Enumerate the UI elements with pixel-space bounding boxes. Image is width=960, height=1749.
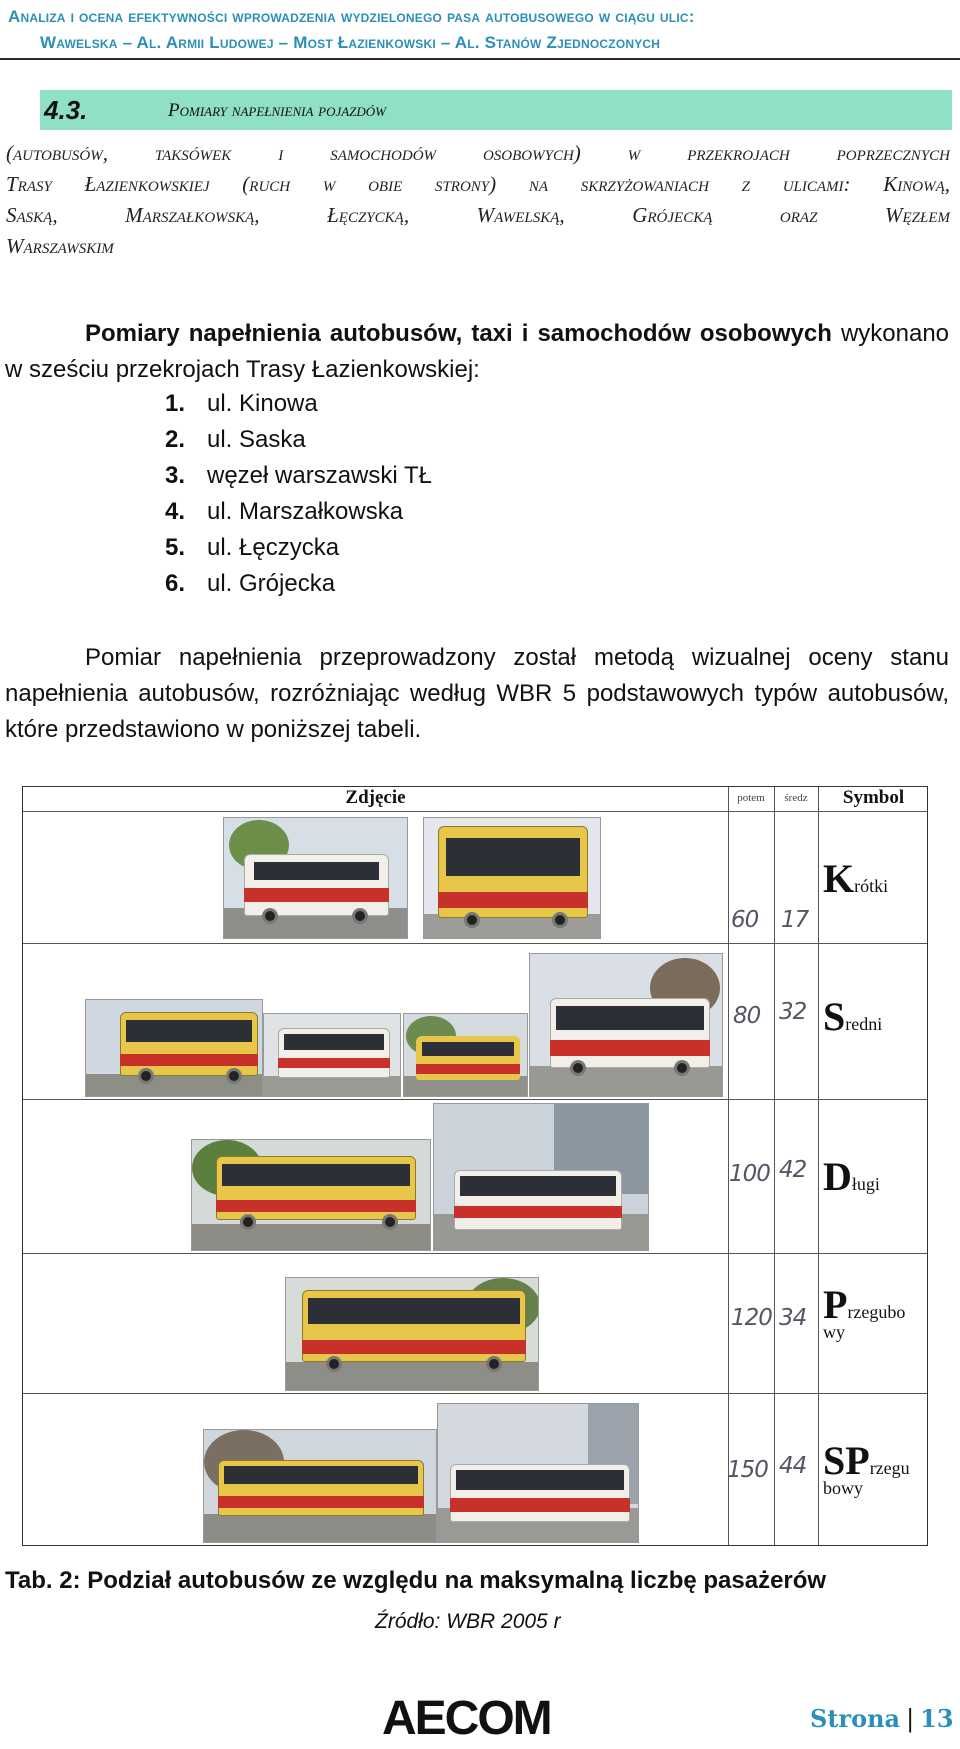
logo-text: AECOM [382,1692,551,1740]
subtitle-line: Saską, Marszałkowską, Łęczycką, Wawelską, Grójecką oraz Węzłem [6,203,950,227]
bus-photo [223,817,408,939]
value-b: 44 [779,1453,807,1479]
section-title: Pomiary napełnienia pojazdów [168,100,387,121]
list-item: 4. ul. Marszałkowska [165,498,404,525]
section-number: 4.3. [44,95,88,125]
value-a: 80 [733,1003,761,1029]
page-label: Strona [810,1704,901,1733]
header-line-1: Analiza i ocena efektywności wprowadzenia wydzielonego pasa autobusowego w ciągu ulic: [8,7,695,26]
value-b: 42 [779,1157,807,1183]
page-number: Strona | 13 [810,1704,954,1733]
header-col-a: potem [737,792,765,804]
table-source: Źródło: WBR 2005 r [375,1610,561,1633]
table-row [23,811,929,943]
intro-rest: wykonano w sześciu przekrojach Trasy Łazienkowskiej: [5,320,950,383]
list-item: 2. ul. Saska [165,426,306,453]
value-b: 32 [779,999,807,1025]
intro-paragraph [5,316,949,388]
header-col-b: średz [784,792,808,804]
subtitle-line: Trasy Łazienkowskiej (ruch w obie strony) na skrzyżowaniach z ulicami: Kinową, [6,172,950,196]
intro-bold: Pomiary napełnienia autobusów, taxi i samochodów osobowych [85,320,832,347]
bus-photo [191,1139,431,1251]
bus-symbol: Przegubo wy [823,1282,906,1342]
running-header [8,4,952,56]
bus-symbol: Krótki [823,856,889,901]
table-row [23,1253,929,1393]
bus-photo [437,1403,639,1543]
value-b: 34 [779,1305,807,1331]
value-a: 100 [729,1161,770,1187]
bus-symbol: Długi [823,1154,880,1199]
aecom-logo [382,1692,570,1740]
bus-types-table [22,786,928,1546]
header-divider [0,58,960,60]
bus-photo [285,1277,539,1391]
value-a: 60 [731,907,759,933]
table-caption: Tab. 2: Podział autobusów ze względu na maksymalną liczbę pasażerów [5,1567,827,1594]
section-subtitle [6,138,950,262]
table-row [23,1393,929,1547]
value-a: 150 [727,1457,768,1483]
bus-photo [403,1013,528,1097]
list-item: 3. węzeł warszawski TŁ [165,462,432,489]
subtitle-line: (autobusów, taksówek i samochodów osobowych) w przekrojach poprzecznych [6,141,950,165]
table-row [23,1099,929,1253]
value-b: 17 [781,907,809,933]
table-row [23,943,929,1099]
bus-symbol: SPrzegu bowy [823,1438,910,1498]
cross-section-list [165,386,432,602]
page-number-value: 13 [920,1704,954,1733]
list-item: 1. ul. Kinowa [165,390,318,417]
list-item: 6. ul. Grójecka [165,570,336,597]
subtitle-line: Warszawskim [6,234,114,258]
bus-photo [263,1013,401,1097]
value-a: 120 [731,1305,772,1331]
list-item: 5. ul. Łęczycka [165,534,340,561]
method-paragraph: Pomiar napełnienia przeprowadzony został metodą wizualnej oceny stanu napełnienia autobusów, rozróżniając według WBR 5 podstawowych typów autobusów, które przedstawiono w poniższej tabeli. [5,644,949,743]
bus-photo [85,999,263,1097]
header-symbol: Symbol [842,787,905,808]
header-line-2: Wawelska – Al. Armii Ludowej – Most Łazienkowski – Al. Stanów Zjednoczonych [40,33,661,52]
bus-photo [433,1103,649,1251]
bus-photo [529,953,723,1097]
bus-photo [203,1429,437,1543]
bus-symbol: Sredni [823,994,883,1039]
bus-photo [423,817,601,939]
header-photo: Zdjęcie [345,787,406,808]
